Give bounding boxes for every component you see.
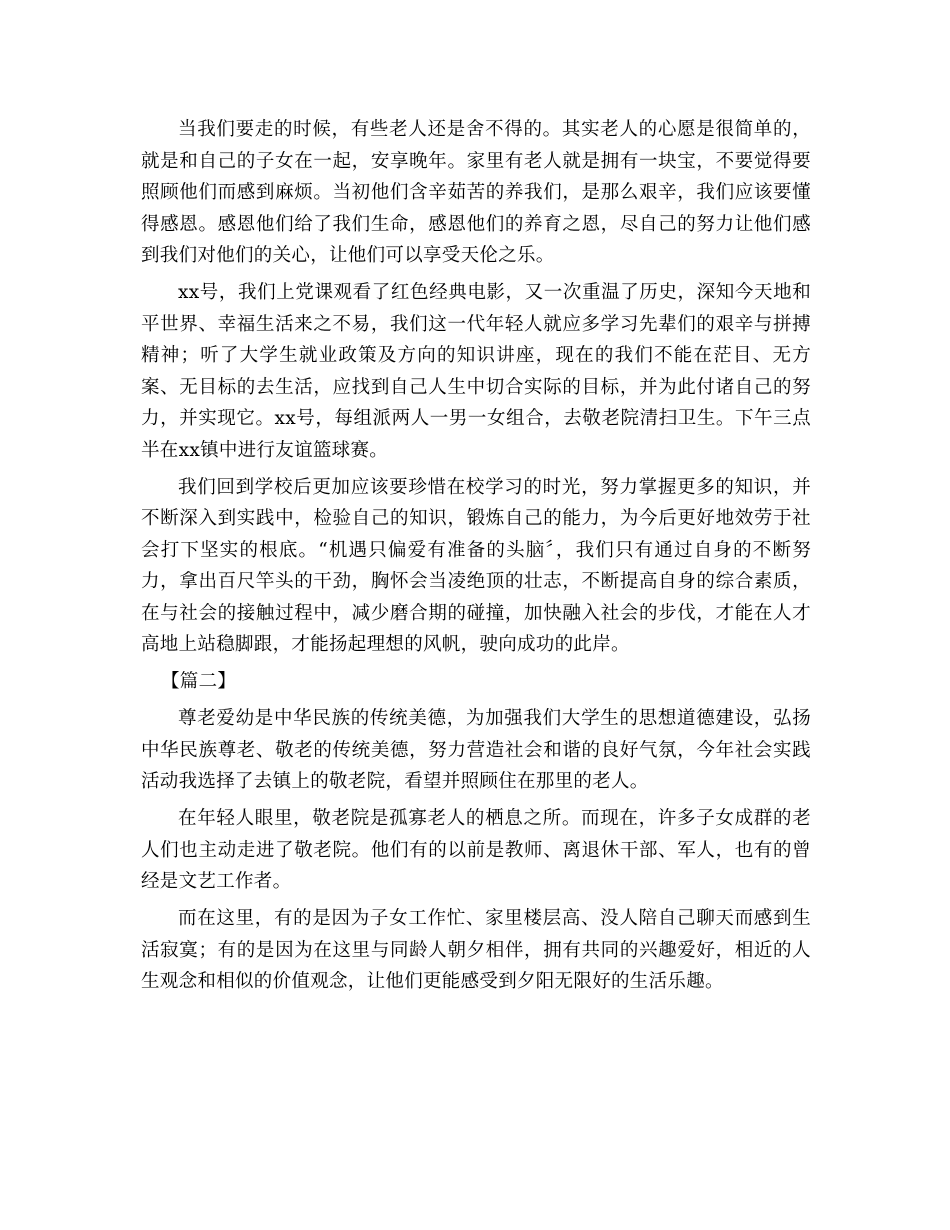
paragraph-life-here: 而在这里，有的是因为子女工作忙、家里楼层高、没人陪自己聊天而感到生活寂寞；有的是因为在这里与同龄人朝夕相伴，拥有共同的兴趣爱好，相近的人生观念和相似的价值观念，让他们更能感受到夕阳无限好的生活乐趣。 <box>141 908 811 992</box>
paragraph-respect-elderly: 尊老爱幼是中华民族的传统美德，为加强我们大学生的思想道德建设，弘扬中华民族尊老、敬老的传统美德，努力营造社会和谐的良好气氛，今年社会实践活动我选择了去镇上的敬老院，看望并照顾住在那里的老人。 <box>141 708 811 792</box>
paragraph-elderly-wishes: 当我们要走的时候，有些老人还是舍不得的。其实老人的心愿是很简单的，就是和自己的子女在一起，安享晚年。家里有老人就是拥有一块宝，不要觉得要照顾他们而感到麻烦。当初他们含辛茹苦的养我们，是那么艰辛，我们应该要懂得感恩。感恩他们给了我们生命，感恩他们的养育之恩，尽自己的努力让他们感到我们对他们的关心，让他们可以享受天伦之乐。 <box>141 119 811 266</box>
document-body <box>141 114 811 1003</box>
paragraph-party-class: xx号，我们上党课观看了红色经典电影，又一次重温了历史，深知今天地和平世界、幸福生活来之不易，我们这一代年轻人就应多学习先辈们的艰辛与拼搏精神；听了大学生就业政策及方向的知识讲座，现在的我们不能在茫目、无方案、无目标的去生活，应找到自己人生中切合实际的目标，并为此付诸自己的努力，并实现它。xx号，每组派两人一男一女组合，去敬老院清扫卫生。下午三点半在xx镇中进行友谊篮球赛。 <box>141 282 811 461</box>
section-heading: 【篇二】 <box>161 671 237 692</box>
paragraph-nursing-home: 在年轻人眼里，敬老院是孤寡老人的栖息之所。而现在，许多子女成群的老人们也主动走进了敬老院。他们有的以前是教师、离退休干部、军人，也有的曾经是文艺工作者。 <box>141 808 811 892</box>
paragraph-back-to-school: 我们回到学校后更加应该要珍惜在校学习的时光，努力掌握更多的知识，并不断深入到实践中，检验自己的知识，锻炼自己的能力，为今后更好地效劳于社会打下坚实的根底。“机遇只偏爱有准备的头脑〞，我们只有通过自身的不断努力，拿出百尺竿头的干劲，胸怀会当凌绝顶的壮志，不断提高自身的综合素质，在与社会的接触过程中，减少磨合期的碰撞，加快融入社会的步伐，才能在人才高地上站稳脚跟，才能扬起理想的风帆，驶向成功的此岸。 <box>141 476 811 655</box>
